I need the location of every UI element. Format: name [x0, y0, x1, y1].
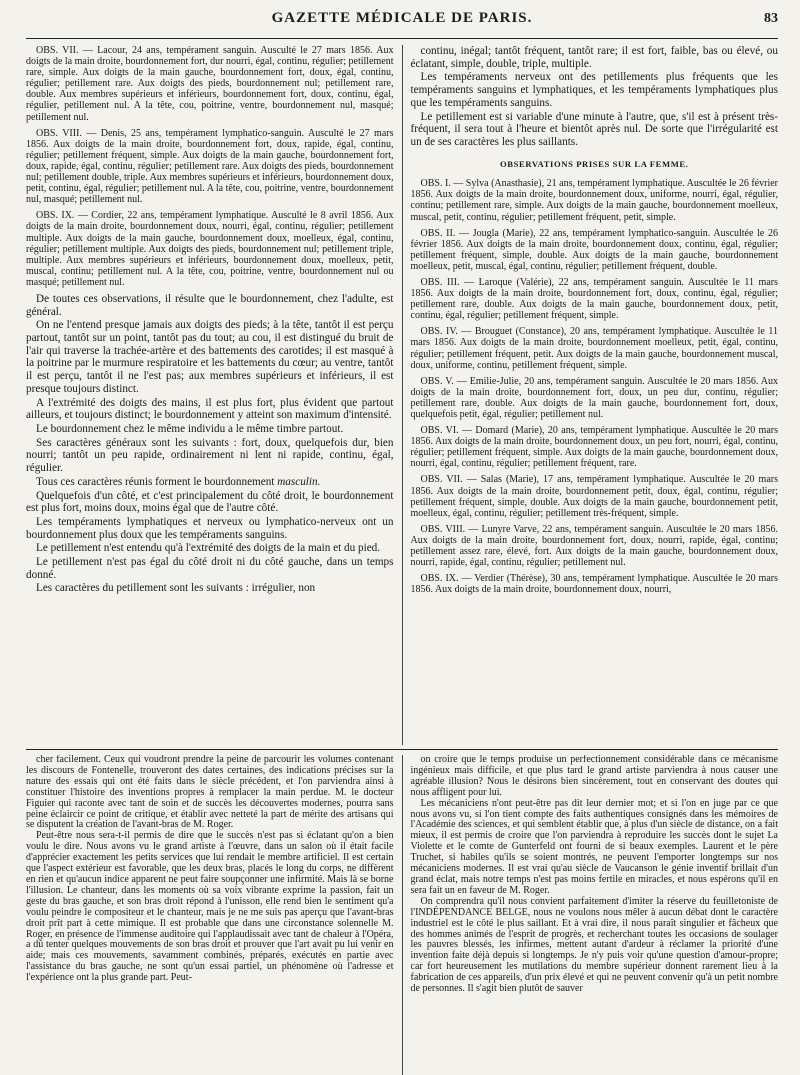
observation-paragraph: OBS. IX. — Verdier (Thérèse), 30 ans, tempérament lymphatique. Auscultée le 20 mars 1856. Aux doigts de la main droite, bourdonnement doux, nourri,	[410, 573, 778, 596]
section-subheading: OBSERVATIONS PRISES SUR LA FEMME.	[500, 158, 689, 169]
body-paragraph: Ses caractères généraux sont les suivants : fort, doux, quelquefois dur, bien nourri; tantôt un peu rapide, ordinairement ni lent ni rapide, continu, égal, régulier.	[26, 436, 394, 475]
observation-paragraph: OBS. IX. — Cordier, 22 ans, tempérament lymphatique. Ausculté le 8 avril 1856. Aux doigts de la main droite, bourdonnement doux, nourri, égal, continu, régulier; petillement multiple. Aux doigts de la main gauche, bourdonnement doux, moelleux, égal, continu, régulier; petillement multiple. Aux doigts des pieds, bourdonnement nul; petillement triple, multiple. Aux membres supérieurs et inférieurs, bourdonnement doux, moelleux, petit, muscal, continu; petillement nul. A la tête, cou, poitrine, ventre, bourdonnement nul ou masqué; petillement nul.	[26, 210, 394, 288]
body-paragraph: Le petillement est si variable d'une minute à l'autre, que, s'il est à présent très-fréquent, il sera tout à l'heure et bientôt après nul. De sorte que l'irrégularité est un de ses caractères les plus saillants.	[410, 110, 778, 148]
observation-paragraph: OBS. III. — Laroque (Valérie), 22 ans, tempérament sanguin. Auscultée le 11 mars 1856. Aux doigts de la main droite, bourdonnement fort, doux, continu, égal, régulier; petillement rare, double. Aux doigts de la main gauche, bourdonnement doux, petit, continu, égal, régulier; petillement fréquent, simple.	[410, 276, 778, 322]
body-text: Tous ces caractères réunis forment le bourdonnement	[36, 475, 278, 488]
feuilleton-paragraph: Peut-être nous sera-t-il permis de dire que le succès n'est pas si éclatant qu'on a bien voulu le dire. Nous avons vu le grand artiste à l'œuvre, dans un salon où il était facile d'apprécier exactement les petits services que lui rendait le membre artificiel. Il est certain que l'aspect extérieur est favorable, que les deux bras, placés le long du corps, ne diffèrent en rien et qu'aucun indice apparent ne peut faire soupçonner une infirmité. Mais là se borne l'illusion. Le chanteur, dans les moments où sa voix vibrante exprime la passion, fait un geste du bras gauche, et son bras droit répond à l'unisson, elle rend bien le sentiment qu'a voulu peindre le compositeur et le chanteur, mais je ne me suis pas aperçu que l'avant-bras droit prît part à cette mimique. Il est probable que dans une circonstance solennelle M. Roger, en présence de l'immense auditoire qui l'applaudissait avec tant de chaleur à l'Opéra, a dû tenter quelques mouvements de son bras droit et prouver que l'art avait pu lui venir en aide; mais ces mouvements, savamment combinés, préparés, exécutés en partie avec l'assistance du bras gauche, ne sont qu'un essai partiel, un phénomène où l'adresse et l'expérience ont la plus grande part. Peut-	[26, 830, 394, 984]
body-paragraph: Quelquefois d'un côté, et c'est principalement du côté droit, le bourdonnement est plus fort, moins doux, moins égal que de l'autre côté.	[26, 489, 394, 515]
body-paragraph: Le petillement n'est pas égal du côté droit ni du côté gauche, dans un temps donné.	[26, 556, 394, 581]
article-body	[26, 45, 778, 745]
body-paragraph: Les caractères du petillement sont les suivants : irrégulier, non	[36, 582, 316, 595]
page-header	[26, 10, 778, 39]
page-number: 83	[763, 11, 778, 26]
observation-paragraph: OBS. VII. — Salas (Marie), 17 ans, tempérament lymphatique. Auscultée le 20 mars 1856. Aux doigts de la main droite, bourdonnement petit, doux, égal, continu, régulier; petillement fréquent, simple, double. Aux doigts de la main gauche, bourdonnement petit, moelleux, égal, continu, régulier; petillement très-fréquent, simple.	[410, 474, 778, 519]
body-paragraph: Le petillement n'est entendu qu'à l'extrémité des doigts de la main et du pied.	[36, 542, 381, 555]
body-paragraph	[26, 476, 394, 489]
observation-paragraph: OBS. I. — Sylva (Anasthasie), 21 ans, tempérament lymphatique. Auscultée le 26 février 1856. Aux doigts de la main droite, bourdonnement doux, uniforme, nourri, égal, régulier, continu; petillement rare, simple. Aux doigts de la main gauche, bourdonnement moelleux, muscal, petit, continu, régulier; petillement fréquent, petit, simple.	[410, 178, 778, 223]
observation-paragraph: OBS. VIII. — Denis, 25 ans, tempérament lymphatico-sanguin. Ausculté le 27 mars 1856. Aux doigts de la main droite, bourdonnement fort, doux, rapide, égal, continu, régulier; petillement fréquent, simple. Aux doigts de la main gauche, bourdonnement fort, doux, rapide, égal, continu, régulier; petillement rare. Aux doigts des pieds, bourdonnement nul; petillement double, triple. Aux membres supérieurs et inférieurs, bourdonnement doux, petit, continu, égal, régulier; petillement nul. A la tête, cou, poitrine, ventre, bourdonnement nul, masqué; petillement nul.	[26, 127, 394, 206]
body-paragraph: Les tempéraments lymphatiques et nerveux ou lymphatico-nerveux ont un bourdonnement plus doux que les tempéraments sanguins.	[26, 515, 394, 541]
feuilleton-divider	[26, 749, 778, 750]
right-column	[402, 45, 779, 745]
observation-paragraph: OBS. VIII. — Lunyre Varve, 22 ans, tempérament sanguin. Auscultée le 20 mars 1856. Aux doigts de la main droite, bourdonnement fort, doux, nourri, rapide, égal, continu; petillement assez rare, élevé, fort. Aux doigts de la main gauche, bourdonnement doux, nourri, rapide, égal, continu, régulier; petillement nul.	[410, 523, 778, 569]
feuilleton-right-column	[402, 755, 779, 1075]
observation-paragraph: OBS. VI. — Domard (Marie), 20 ans, tempérament lymphatique. Auscultée le 20 mars 1856. Aux doigts de la main droite, bourdonnement doux, un peu fort, nourri, égal, continu, régulier; petillement fréquent, simple. Aux doigts de la main gauche, bourdonnement doux, nourri, égal, continu, régulier; petillement fréquent, rare.	[410, 425, 778, 470]
italic-term: masculin.	[277, 475, 321, 488]
body-paragraph: De toutes ces observations, il résulte que le bourdonnement, chez l'adulte, est général.	[26, 292, 394, 318]
observation-paragraph: OBS. V. — Emilie-Julie, 20 ans, tempérament sanguin. Auscultée le 20 mars 1856. Aux doigts de la main droite, bourdonnement fort, doux, un peu dur, continu, régulier; petillement rare, double. Aux doigts de la main gauche, bourdonnement fort, doux, quelquefois petit, égal, régulier; petillement nul.	[410, 375, 778, 420]
feuilleton-left-column	[26, 755, 394, 1075]
observation-paragraph: OBS. IV. — Brouguet (Constance), 20 ans, tempérament lymphatique. Auscultée le 11 mars 1856. Aux doigts de la main droite, bourdonnement moelleux, petit, égal, continu, régulier; petillement fréquent, petit. Aux doigts de la main gauche, bourdonnement muscal, doux, uniforme, continu, petillement fréquent, simple.	[410, 326, 778, 371]
body-paragraph: continu, inégal; tantôt fréquent, tantôt rare; il est fort, faible, bas ou élevé, ou éclatant, simple, double, triple, multiple.	[410, 45, 778, 70]
body-paragraph: Le bourdonnement chez le même individu a le même timbre partout.	[36, 423, 344, 435]
body-paragraph: Les tempéraments nerveux ont des petillements plus fréquents que les tempéraments sanguins et lymphatiques, et les tempéraments lymphatiques plus que les tempéraments sanguins.	[410, 71, 778, 109]
feuilleton-paragraph: On comprendra qu'il nous convient parfaitement d'imiter la réserve du feuilletoniste de l'INDÉPENDANCE BELGE, nous ne voulons nous mêler à aucun débat dont le caractère industriel est le côté le plus saillant. Et à vrai dire, il nous paraît singulier et fâcheux que des hommes animés de l'esprit de progrès, et recherchant toutes les occasions de soulager les pauvres blessés, les infirmes, mettent autant d'ardeur à réclamer la priorité d'une invention faite déjà depuis si longtemps. Je n'y puis voir qu'une question d'amour-propre; car fort heureusement les mutilations du membre supérieur donnent rarement lieu à la fabrication de ces appareils, d'un prix élevé et qui ne peuvent convenir qu'à un petit nombre de personnes. Il s'agit bien plutôt de sauver	[410, 895, 778, 995]
body-paragraph: A l'extrémité des doigts des mains, il est plus fort, plus évident que partout ailleurs, et toujours distinct; le bourdonnement y atteint son maximum d'intensité.	[26, 396, 394, 422]
body-paragraph: On ne l'entend presque jamais aux doigts des pieds; à la tête, tantôt il est perçu partout, tantôt sur un point, tantôt pas du tout; au cou, il est distingué du bruit de l'air qui traverse la trachée-artère et des battements des carotides; il est masqué à la poitrine par le murmure respiratoire et les battements du cœur; au ventre, tantôt il est perçu, tantôt il ne l'est pas; aux membres supérieurs et inférieurs, il est presque toujours distinct.	[26, 319, 394, 395]
feuilleton-paragraph: Les mécaniciens n'ont peut-être pas dit leur dernier mot; et si l'on en juge par ce que nous avons vu, si l'on tient compte des faits authentiques consignés dans les mémoires de l'Académie des sciences, et qui semblent établir que, à plus d'un siècle de distance, on a fait mieux, il est permis de croire que l'on parviendra à reproduire les succès dont le sujet La Violette et le comte de Gunterfeld ont fourni de si beaux exemples. Laurent et le père Truchet, si habiles qu'ils se soient montrés, ne peuvent l'emporter longtemps sur nos mécaniciens modernes. Il est vrai qu'au siècle de Vaucanson le génie inventif brillait d'un grand éclat, mais notre temps n'est pas moins fertile en miracles, et nous espérons qu'il en sera fait un en faveur de M. Roger.	[410, 797, 778, 896]
observation-paragraph: OBS. VII. — Lacour, 24 ans, tempérament sanguin. Ausculté le 27 mars 1856. Aux doigts de la main droite, bourdonnement fort, dur nourri, égal, continu, régulier; petillement rare, simple. Aux doigts de la main gauche, bourdonnement fort, doux, égal, continu, régulier; petillement rare. Aux doigts des pieds, bourdonnement nul; petillement rare, double. Aux membres supérieurs et inférieurs, bourdonnement fort, doux, continu, égal, régulier, petillement nul. A la tête, cou, poitrine, ventre, bourdonnement nul, masqué; petillement nul.	[26, 45, 394, 123]
newspaper-title: GAZETTE MÉDICALE DE PARIS.	[271, 10, 533, 26]
observation-paragraph: OBS. II. — Jougla (Marie), 22 ans, tempérament lymphatico-sanguin. Auscultée le 26 février 1856. Aux doigts de la main droite, bourdonnement doux, continu, égal, régulier; petillement fréquent, simple, double. Aux doigts de la main gauche, bourdonnement moelleux, petit, muscal, égal, continu, régulier; petillement fréquent, double.	[410, 227, 778, 272]
left-column	[26, 45, 394, 745]
feuilleton	[26, 755, 778, 1075]
feuilleton-paragraph: cher facilement. Ceux qui voudront prendre la peine de parcourir les volumes contenant les discours de Fontenelle, trouveront des dates certaines, des indications précises sur la nature des essais qui ont été faits dans le siècle précédent, et l'on parviendra ainsi à constituer l'histoire des inventions propres à remplacer la main perdue. M. le docteur Figuier qui raconte avec tant de soin et de succès les découvertes modernes, pourra sans peine éclaircir ce point de critique, et établir avec netteté la part de mérite des artisans qui se disputent la création de l'avant-bras de M. Roger.	[26, 755, 394, 831]
feuilleton-paragraph: on croire que le temps produise un perfectionnement considérable dans ce mécanisme ingénieux mais difficile, et que plus tard le grand artiste parviendra à nous causer une agréable illusion? Nous le désirons bien sincèrement, tout en conservant des doutes qui nous affligent pour lui.	[410, 755, 778, 798]
